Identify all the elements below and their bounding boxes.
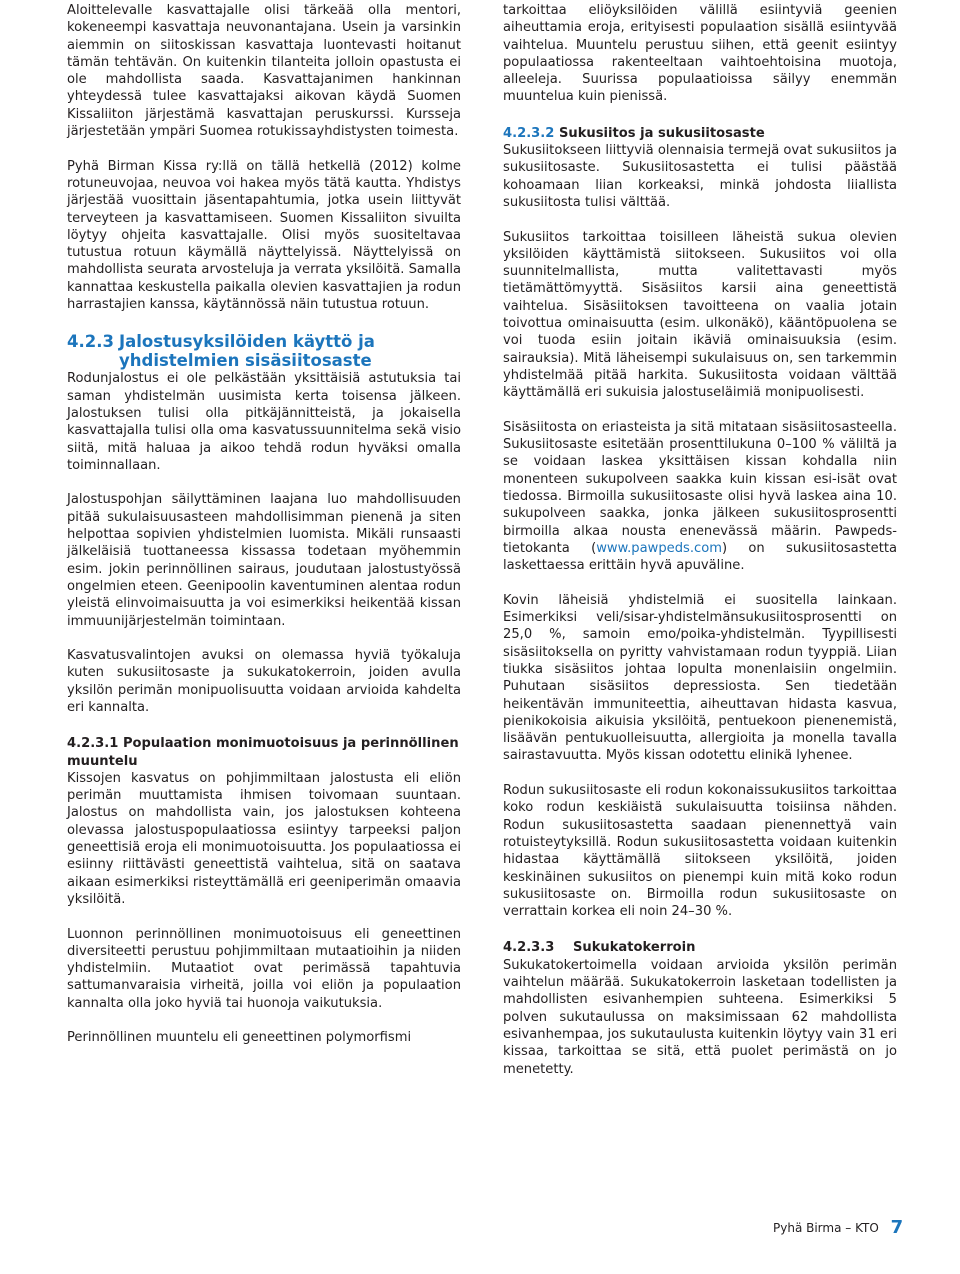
subsection-heading-4-2-3-2 [503,125,897,142]
pawpeds-link[interactable]: www.pawpeds.com [596,540,722,556]
subsection-number: 4.2.3.3 [503,940,555,956]
paragraph-text: Sisäsiitosta on eriasteista ja sitä mitataan sisäsiitosasteella. Sukusiitosaste esitetään prosenttilukuna 0–100 % väliltä ja se voidaan laskea yksittäisen kissan kohdalla niin monenteen sukupolveen saakka kuin kissan esi-isät ovat tiedossa. Birmoilla sukusiitosaste olisi hyvä laskea aina 10. sukupolveen saakka, jonka jälkeen sukusiitosprosentti birmoilla alkaa nousta enenevässä määrin. Pawpeds-tietokanta ( [503,419,897,556]
right-column [503,2,897,1095]
footer-title: Pyhä Birma – KTO [773,1221,879,1235]
paragraph-text: ) on sukusiitosastetta laskettaessa erittäin hyvä apuväline. [503,540,897,574]
paragraph [503,419,897,575]
page-footer [773,1217,903,1238]
left-column [67,2,461,1047]
paragraph: Kissojen kasvatus on pohjimmiltaan jalostusta eli eliön perimän muuttamista ihmisen toivomaan suuntaan. Jalostus on mahdollista vain, jos jalostuksen kohteena olevassa jalostuspopulaatiossa esiintyy tarpeeksi paljon geneettisiä eroja eli monimuotoisuutta. Jos populaatiossa ei esiinny riittävästi geneettistä vaihtelua, sitä on saatava aikaan esimerkiksi risteyttämällä eri geeniperimän omaavia yksilöitä. [67,770,461,907]
paragraph: Jalostuspohjan säilyttäminen laajana luo mahdollisuuden pitää sukulaisuusasteen mahdollisimman pienenä ja siten helpottaa sopivien yhdistelmien luomista. Mikäli runsaasti jälkeläisiä tuottaneessa kissassa todetaan myöhemmin esim. jokin perinnöllinen sairaus, joudutaan jalostustyössä ongelmien eteen. Geenipoolin kaventuminen alentaa rodun yleistä elinvoimaisuutta ja voi esimerkiksi heikentää kissan immuunijärjestelmän toimintaan. [67,492,461,629]
subsection-heading-4-2-3-1 [67,735,461,770]
page-number: 7 [890,1217,904,1238]
subsection-title: Sukusiitos ja sukusiitosaste [558,125,765,141]
paragraph: Pyhä Birman Kissa ry:llä on tällä hetkellä (2012) kolme rotuneuvojaa, neuvoa voi hakea myös tätä kautta. Yhdistys järjestää vuosittain jäsentapahtumia, jotka usein liittyvät terveyteen ja kasvattamiseen. Suomen Kissaliiton sivuilta löytyy ohjeita kasvattajalle. Olisi myös suositeltavaa tutustua rotuun käymällä näyttelyissä. Näyttelyissä on mahdollista seurata arvosteluja ja verrata yksilöitä. Samalla kannattaa keskustella paikalla olevien kasvattajien ja rodun harrastajien kanssa, käytännössä näin tutustua rotuun. [67,158,461,313]
paragraph: Sukusiitokseen liittyviä olennaisia termejä ovat sukusiitos ja sukusiitosaste. Sukusiitosastetta ei tulisi päästää kohoamaan liian korkeaksi, minkä johdosta liiallista sukusiitosta tulisi välttää. [503,143,897,210]
subsection-heading-4-2-3-3 [503,939,897,956]
paragraph: tarkoittaa eliöyksilöiden välillä esiintyviä geenien aiheuttamia eroja, erityisesti populaation sisällä esiintyvää vaihtelua. Muuntelu perustuu siihen, että geenit esiintyy populaatiossa rakenteeltaan vaihtoehtoisina muotoja, alleeleja. Suurissa populaatioissa säilyy enemmän muuntelua kuin pienissä. [503,3,897,105]
subsection-title: Populaation monimuotoisuus ja perinnöllinen muuntelu [67,736,459,769]
paragraph: Rodunjalostus ei ole pelkästään yksittäisiä astutuksia tai saman yhdistelmän uusimista kerta toisensa jälkeen. Jalostuksen tulisi olla pitkäjännitteistä, ja jokaisella kasvattajalla tulisi olla oma kasvatussuunnitelma sekä visio siitä, mitä haluaa ja aikoo tehdä rodun hyväksi omalla toiminnallaan. [67,371,461,473]
paragraph: Perinnöllinen muuntelu eli geneettinen polymorfismi [67,1030,412,1046]
paragraph: Rodun sukusiitosaste eli rodun kokonaissukusiitos tarkoittaa koko rodun keskiäistä sukulaisuutta toisiinsa nähden. Rodun sukusiitosastetta saadaan pienennettyä vain rotuisteytyksillä. Rodun sukusiitosastetta voidaan kuitenkin hidastaa käyttämällä siitokseen yksilöitä, joiden keskinäinen sukusiitos on pienempi kuin mitä koko rodun sukusiitosaste on. Birmoilla rodun sukusiitosaste on verrattain korkea eli noin 24–30 %. [503,783,897,920]
subsection-number: 4.2.3.1 [67,736,119,752]
paragraph: Kasvatusvalintojen avuksi on olemassa hyviä työkaluja kuten sukusiitosaste ja sukukatokerroin, joiden avulla yksilön perimän monipuolisuutta voidaan arvioida kahdelta eri kannalta. [67,648,461,715]
section-heading-4-2-3 [67,332,461,370]
paragraph: Aloittelevalle kasvattajalle olisi tärkeää olla mentori, kokeneempi kasvattaja neuvonantajana. Usein ja varsinkin aiemmin on siitoskissan kasvattaja luontevasti hoitanut tämän tehtävän. On kuitenkin tilanteita jolloin opastusta ei ole mahdollista saada. Kasvattajanimen hankinnan yhteydessä tulee kasvattajaksi aikovan käydä Suomen Kissaliiton järjestämä kasvattajan peruskurssi. Kursseja järjestetään ympäri Suomea rotukissayhdistysten toimesta. [67,3,461,140]
subsection-title: Sukukatokerroin [572,940,696,956]
paragraph: Sukusiitos tarkoittaa toisilleen läheistä sukua olevien yksilöiden käyttämistä siitokseen. Sukusiitos voi olla suunnitelmallista, mutta valitettavasti myös tietämättömyyttä. Sisäsiitos karsii aina geneettistä vaihtelua. Sisäsiitoksen tavoitteena on vaalia jotain toivottua ominaisuutta (esim. ulkonäkö), kääntöpuolena se voi tuoda esiin joitain ikäviä ominaisuuksia (esim. sairauksia). Mitä läheisempi sukulaisuus on, sen tarkemmin yhdistelmää pitää harkita. Sukusiitosta voidaan välttää käyttämällä eri sukuisia jalostuseläimiä monipuolisesti. [503,229,897,401]
section-title: Jalostusyksilöiden käyttö ja yhdistelmien sisäsiitosaste [119,332,375,371]
section-number: 4.2.3 [67,332,114,352]
paragraph: Luonnon perinnöllinen monimuotoisuus eli geneettinen diversiteetti perustuu pohjimmiltaan mutaatioihin ja niiden yhdistelmiin. Mutaatiot ovat perimässä tapahtuvia sattumanvaraisia virheitä, joilla voi eliön ja populaation kannalta olla joko hyviä tai huonoja vaikutuksia. [67,926,461,1011]
subsection-number: 4.2.3.2 [503,125,555,141]
paragraph: Sukukatokertoimella voidaan arvioida yksilön perimän vaihtelun määrää. Sukukatokerroin lasketaan todellisten ja mahdollisten esivanhempien suhteena. Esimerkiksi 5 polven sukutaulussa on maksimissaan 62 mahdollista esivanhempaa, jos sukutaulusta kuitenkin löytyy vain 31 eri kissaa, tarkoittaa se sitä, että puolet perimästä on jo menetetty. [503,957,897,1077]
paragraph: Kovin läheisiä yhdistelmiä ei suositella lainkaan. Esimerkiksi veli/sisar-yhdistelmänsukusiitosprosentti on 25,0 %, samoin emo/poika-yhdistelmän. Tyypillisesti sisäsiitoksella on pyritty vahvistamaan rodun tyyppiä. Liian tiukka sisäsiitos johtaa lopulta monenlaisiin ongelmiin. Puhutaan sisäsiitos depressiosta. Sen tiedetään heikentävän immuniteettia, aiheuttavan hidasta kasvua, pienikokoisia aikuisia yksilöitä, pentuekoon pienenemistä, lisäävän pentukuolleisuutta, allergioita ja monella tavalla sairastavuutta. Myös kissan odotettu elinikä lyhenee. [503,592,897,764]
